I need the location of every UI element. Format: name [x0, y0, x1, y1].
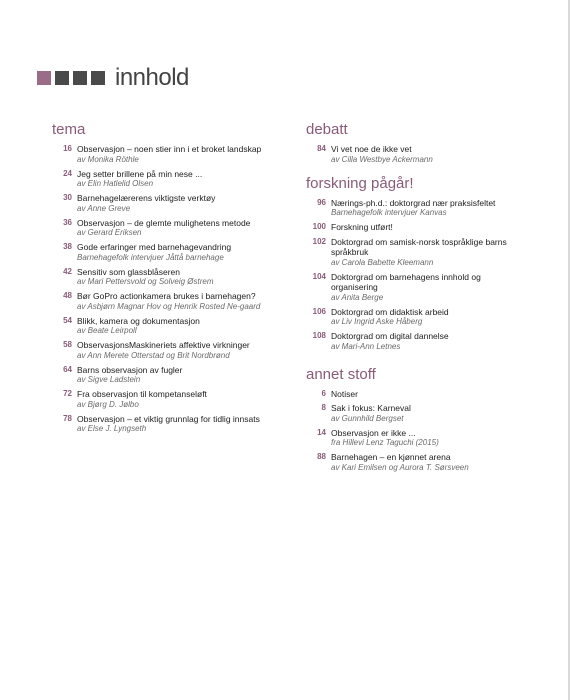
toc-entry — [52, 365, 298, 386]
entry-author: av Mari-Ann Letnes — [331, 341, 401, 351]
toc-entry — [52, 169, 298, 190]
page-number: 106 — [312, 306, 326, 316]
entry-author: av Cilla Westbye Ackermann — [331, 154, 433, 164]
square-icon — [73, 71, 87, 85]
entry-text — [77, 169, 298, 190]
page-number: 6 — [321, 388, 326, 398]
entry-title: Observasjon – de glemte mulighetens metode — [77, 217, 251, 228]
entry-author: Barnehagefolk intervjuer Kanvas — [331, 208, 447, 217]
section-forskning — [306, 175, 521, 352]
section-debatt — [306, 121, 521, 165]
square-icon — [55, 71, 69, 85]
entry-title: Fra observasjon til kompetanseløft — [77, 389, 207, 399]
section-title: annet stoff — [306, 365, 376, 383]
entry-title: Jeg setter brillene på min nese ... — [77, 168, 203, 179]
page-number: 84 — [317, 144, 326, 153]
entry-title: Barnehagelærerens viktigste verktøy — [77, 193, 216, 203]
entry-text — [331, 144, 521, 165]
page-number: 54 — [63, 315, 72, 325]
entry-list — [306, 144, 521, 165]
entry-author: av Anita Berge — [331, 292, 384, 302]
entry-title: Gode erfaringer med barnehagevandring — [77, 242, 232, 252]
entry-title: Barns observasjon av fugler — [77, 364, 183, 375]
page-number: 36 — [63, 217, 72, 227]
square-icon — [91, 71, 105, 85]
entry-title: Doktorgrad om digital dannelse — [331, 331, 449, 341]
entry-list — [306, 198, 521, 352]
toc-entry — [52, 389, 298, 410]
toc-entry — [52, 267, 298, 288]
toc-entry — [306, 198, 521, 219]
entry-author: av Monika Röthle — [77, 154, 139, 164]
entry-text — [331, 389, 521, 400]
entry-list — [306, 389, 521, 473]
entry-title: Bør GoPro actionkamera brukes i barnehagen? — [77, 291, 256, 301]
toc-entry — [52, 340, 298, 361]
entry-title: Nærings-ph.d.: doktorgrad nær praksisfeltet — [331, 197, 496, 208]
toc-entry — [306, 331, 521, 352]
toc-entry — [306, 389, 521, 400]
page-number: 78 — [63, 413, 72, 423]
toc-entry — [306, 452, 521, 473]
entry-text — [331, 272, 521, 303]
toc-entry — [52, 218, 298, 239]
entry-title: Vi vet noe de ikke vet — [331, 144, 412, 154]
entry-text — [331, 331, 521, 352]
entry-author: av Liv Ingrid Aske Håberg — [331, 317, 423, 326]
page-number: 108 — [312, 331, 326, 340]
page-number: 88 — [317, 452, 326, 461]
page-number: 48 — [63, 291, 72, 300]
entry-title: Notiser — [331, 388, 358, 399]
page-number: 42 — [63, 266, 72, 276]
page-number: 104 — [312, 271, 326, 281]
page-number: 100 — [312, 222, 326, 231]
section-title: forskning pågår! — [306, 174, 414, 192]
toc-entry — [52, 144, 298, 165]
entry-text — [77, 389, 298, 410]
entry-author: av Mari Pettersvold og Solveig Østrem — [77, 277, 214, 286]
entry-title: Observasjon er ikke ... — [331, 427, 416, 438]
page-number: 8 — [321, 403, 326, 412]
toc-entry — [52, 414, 298, 435]
square-icon — [37, 71, 51, 85]
entry-title: Forskning utført! — [331, 222, 393, 232]
page-number: 102 — [312, 236, 326, 246]
page-number: 64 — [63, 364, 72, 374]
entry-text — [331, 307, 521, 328]
entry-text — [77, 414, 298, 435]
entry-text — [77, 340, 298, 361]
entry-author: av Else J. Lyngseth — [77, 424, 147, 433]
page-number: 30 — [63, 193, 72, 202]
entry-text — [77, 316, 298, 337]
toc-entry — [306, 222, 521, 233]
entry-text — [77, 365, 298, 386]
entry-author: av Gerard Eriksen — [77, 228, 142, 237]
entry-text — [77, 218, 298, 239]
toc-entry — [52, 291, 298, 312]
entry-author: fra Hillevi Lenz Taguchi (2015) — [331, 438, 439, 447]
entry-text — [77, 144, 298, 165]
entry-title: Barnehagen – en kjønnet arena — [331, 452, 451, 462]
entry-author: Barnehagefolk intervjuer Jåttå barnehage — [77, 252, 224, 262]
entry-title: Observasjon – noen stier inn i et broket landskap — [77, 144, 262, 154]
section-annet — [306, 366, 521, 473]
page-number: 24 — [63, 168, 72, 178]
entry-title: ObservasjonsMaskineriets affektive virkninger — [77, 340, 250, 350]
entry-text — [77, 267, 298, 288]
page-number: 14 — [317, 427, 326, 437]
entry-author: av Ann Merete Otterstad og Brit Nordbrønd — [77, 350, 230, 360]
page-number: 96 — [317, 197, 326, 207]
entry-text — [77, 242, 298, 263]
entry-author: av Gunnhild Bergset — [331, 413, 404, 423]
entry-text — [331, 198, 521, 219]
entry-author: av Anne Greve — [77, 203, 131, 213]
toc-entry — [306, 428, 521, 449]
page-number: 38 — [63, 242, 72, 251]
page-title: innhold — [115, 64, 189, 91]
entry-list — [52, 144, 298, 434]
entry-author: av Bjørg D. Jølbo — [77, 399, 139, 409]
left-column — [52, 121, 298, 444]
entry-title: Doktorgrad om samisk-norsk tospråklige barns språkbruk — [331, 236, 507, 257]
toc-entry — [306, 403, 521, 424]
toc-header — [37, 64, 189, 92]
entry-author: av Elin Hatlelid Olsen — [77, 179, 154, 188]
right-column — [306, 121, 521, 483]
entry-author: av Beate Leirpoll — [77, 326, 137, 335]
toc-entry — [52, 242, 298, 263]
page-number: 16 — [63, 144, 72, 153]
entry-author: av Kari Emilsen og Aurora T. Sørsveen — [331, 462, 469, 472]
entry-text — [331, 428, 521, 449]
toc-entry — [306, 307, 521, 328]
entry-title: Doktorgrad om didaktisk arbeid — [331, 306, 449, 317]
entry-text — [77, 291, 298, 312]
entry-text — [331, 403, 521, 424]
entry-title: Blikk, kamera og dokumentasjon — [77, 315, 200, 326]
entry-text — [331, 452, 521, 473]
entry-author: av Asbjørn Magnar Hov og Henrik Rosted Ne-gaard — [77, 301, 261, 311]
section-title: tema — [52, 121, 86, 138]
page-number: 58 — [63, 340, 72, 349]
toc-entry — [306, 272, 521, 303]
toc-entry — [52, 316, 298, 337]
entry-title: Sensitiv som glassblåseren — [77, 266, 180, 277]
toc-entry — [306, 237, 521, 268]
entry-text — [77, 193, 298, 214]
entry-text — [331, 222, 521, 233]
entry-title: Doktorgrad om barnehagens innhold og organisering — [331, 271, 481, 292]
entry-author: av Carola Babette Kleemann — [331, 257, 434, 267]
entry-title: Sak i fokus: Karneval — [331, 403, 411, 413]
entry-author: av Sigve Ladstein — [77, 375, 141, 384]
entry-title: Observasjon – et viktig grunnlag for tidlig innsats — [77, 413, 260, 424]
page-number: 72 — [63, 389, 72, 398]
toc-entry — [306, 144, 521, 165]
section-title: debatt — [306, 121, 348, 138]
section-tema — [52, 121, 298, 434]
toc-entry — [52, 193, 298, 214]
entry-text — [331, 237, 521, 268]
